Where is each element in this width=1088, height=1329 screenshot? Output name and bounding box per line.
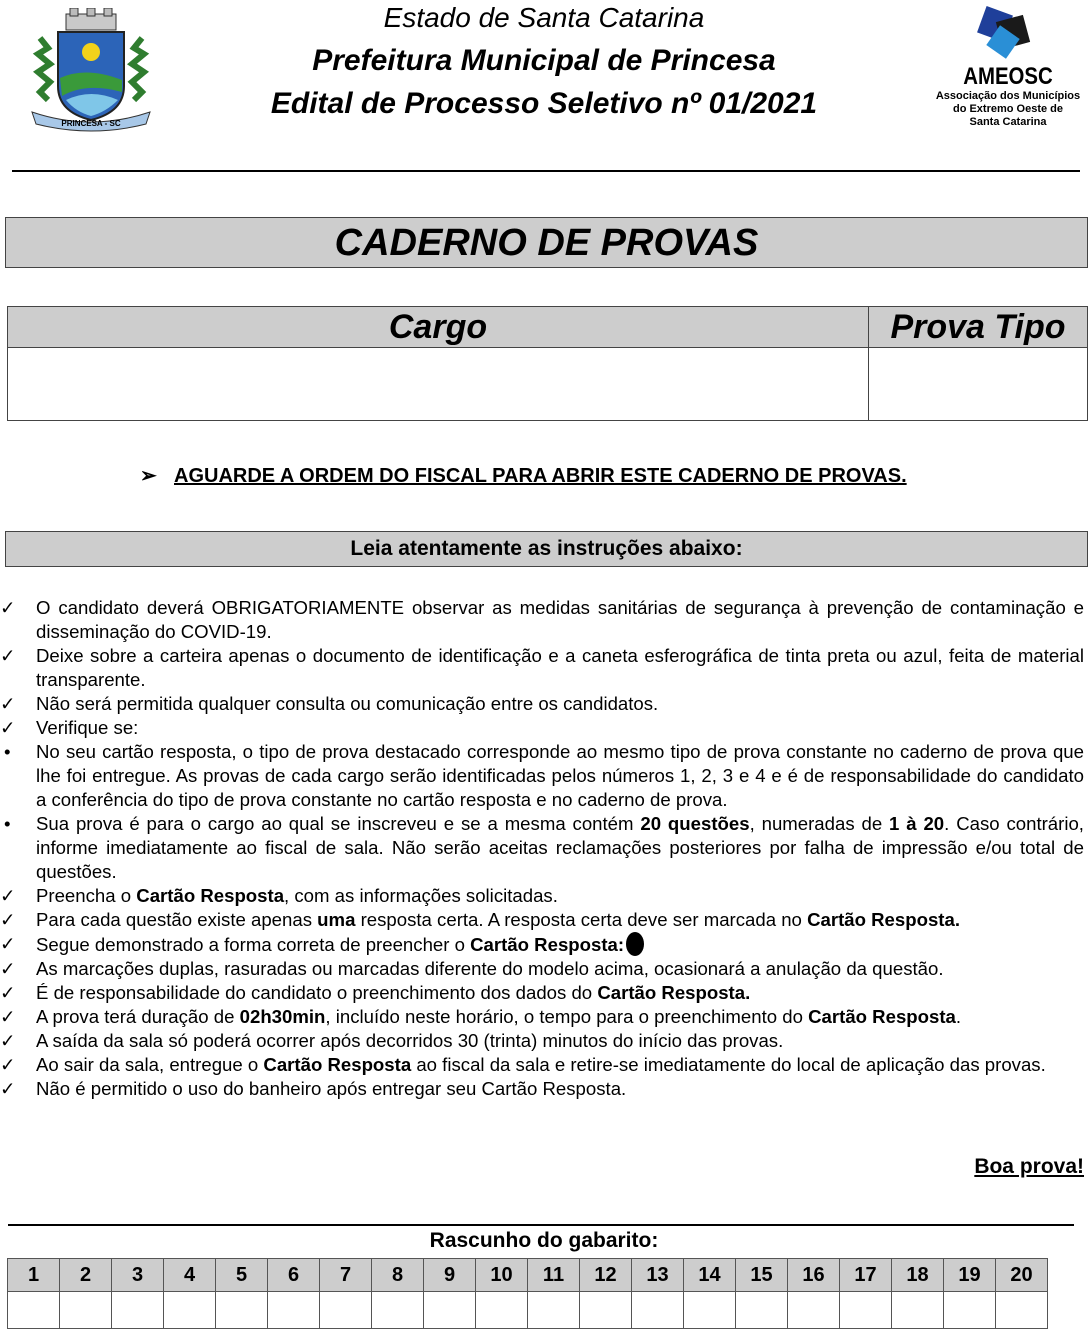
bullet-icon: • bbox=[4, 741, 11, 762]
answer-cell[interactable] bbox=[164, 1292, 216, 1329]
question-number: 19 bbox=[944, 1259, 996, 1292]
question-number: 4 bbox=[164, 1259, 216, 1292]
check-icon: ✓ bbox=[0, 982, 16, 1003]
answer-cell[interactable] bbox=[8, 1292, 60, 1329]
answer-cell[interactable] bbox=[580, 1292, 632, 1329]
answer-cell[interactable] bbox=[216, 1292, 268, 1329]
check-icon: ✓ bbox=[0, 597, 16, 618]
list-item: • No seu cartão resposta, o tipo de prova destacado corresponde ao mesmo tipo de prova constante no caderno de prova que lhe foi entregue. As provas de cada cargo serão identificadas pelos números 1, 2, 3 e 4 e é de responsabilidade do candidato a conferência do tipo de prova constante no cartão resposta e no caderno de prova. bbox=[4, 741, 1084, 810]
arrow-icon: ➢ bbox=[140, 465, 157, 487]
list-item: ✓ Não é permitido o uso do banheiro após entregar seu Cartão Resposta. bbox=[0, 1078, 627, 1099]
check-icon: ✓ bbox=[0, 909, 16, 930]
question-number: 13 bbox=[632, 1259, 684, 1292]
question-number: 16 bbox=[788, 1259, 840, 1292]
answer-cell[interactable] bbox=[60, 1292, 112, 1329]
list-item: ✓ Segue demonstrado a forma correta de preencher o Cartão Resposta: bbox=[0, 932, 1084, 957]
edital-heading: Edital de Processo Seletivo nº 01/2021 bbox=[270, 87, 818, 120]
list-item: ✓ Deixe sobre a carteira apenas o documento de identificação e a caneta esferográfica de tinta preta ou azul, feita de material transparente. bbox=[0, 645, 1084, 690]
instructions-header: Leia atentamente as instruções abaixo: bbox=[5, 531, 1088, 567]
check-icon: ✓ bbox=[0, 933, 16, 954]
list-item: ✓ É de responsabilidade do candidato o preenchimento dos dados do Cartão Resposta. bbox=[0, 982, 751, 1003]
list-item: ✓ Para cada questão existe apenas uma resposta certa. A resposta certa deve ser marcada no Cartão Resposta. bbox=[0, 909, 960, 930]
list-item: ✓ As marcações duplas, rasuradas ou marcadas diferente do modelo acima, ocasionará a anulação da questão. bbox=[0, 958, 944, 979]
svg-text:PRINCESA - SC: PRINCESA - SC bbox=[61, 119, 121, 128]
answer-cell[interactable] bbox=[424, 1292, 476, 1329]
list-item: ✓ Preencha o Cartão Resposta, com as informações solicitadas. bbox=[0, 885, 558, 906]
question-number: 3 bbox=[112, 1259, 164, 1292]
question-number: 11 bbox=[528, 1259, 580, 1292]
state-heading: Estado de Santa Catarina bbox=[383, 2, 705, 33]
answer-cell[interactable] bbox=[268, 1292, 320, 1329]
closing-text: Boa prova! bbox=[974, 1155, 1084, 1178]
ameosc-emblem-icon bbox=[973, 6, 1043, 64]
ameosc-subtitle-1: Associação dos Municípios bbox=[935, 90, 1081, 102]
prefecture-heading: Prefeitura Municipal de Princesa bbox=[312, 44, 776, 77]
cargo-value-cell[interactable] bbox=[8, 348, 869, 421]
question-number: 5 bbox=[216, 1259, 268, 1292]
answer-cell[interactable] bbox=[736, 1292, 788, 1329]
gabarito-title: Rascunho do gabarito: bbox=[429, 1229, 659, 1252]
list-item: ✓ O candidato deverá OBRIGATORIAMENTE observar as medidas sanitárias de segurança à prevenção de contaminação e disseminação do COVID-19. bbox=[0, 597, 1084, 642]
answer-cell[interactable] bbox=[892, 1292, 944, 1329]
question-number: 17 bbox=[840, 1259, 892, 1292]
answer-cell[interactable] bbox=[632, 1292, 684, 1329]
check-icon: ✓ bbox=[0, 1054, 16, 1075]
answer-cell[interactable] bbox=[528, 1292, 580, 1329]
question-number: 20 bbox=[996, 1259, 1048, 1292]
ameosc-name: AMEOSC bbox=[963, 63, 1053, 90]
answer-cell[interactable] bbox=[684, 1292, 736, 1329]
question-number: 18 bbox=[892, 1259, 944, 1292]
question-number: 7 bbox=[320, 1259, 372, 1292]
ameosc-subtitle-2: do Extremo Oeste de bbox=[952, 103, 1064, 115]
header-divider bbox=[12, 170, 1080, 172]
answer-cell[interactable] bbox=[996, 1292, 1048, 1329]
list-item: ✓ Ao sair da sala, entregue o Cartão Resposta ao fiscal da sala e retire-se imediatamente do local de aplicação das provas. bbox=[0, 1054, 1046, 1075]
bullet-icon: • bbox=[4, 813, 11, 834]
list-item: ✓ A saída da sala só poderá ocorrer após decorridos 30 (trinta) minutos do início das provas. bbox=[0, 1030, 784, 1051]
filled-bubble-icon bbox=[626, 932, 644, 956]
check-icon: ✓ bbox=[0, 717, 16, 738]
gabarito-grid bbox=[7, 1258, 1048, 1329]
prova-tipo-value-cell[interactable] bbox=[869, 348, 1088, 421]
ameosc-subtitle-3: Santa Catarina bbox=[969, 116, 1047, 128]
question-number: 8 bbox=[372, 1259, 424, 1292]
check-icon: ✓ bbox=[0, 885, 16, 906]
prova-tipo-column-header: Prova Tipo bbox=[869, 307, 1088, 348]
check-icon: ✓ bbox=[0, 693, 16, 714]
answer-cell[interactable] bbox=[112, 1292, 164, 1329]
list-item: ✓ Não será permitida qualquer consulta ou comunicação entre os candidatos. bbox=[0, 693, 659, 714]
wait-warning-text: AGUARDE A ORDEM DO FISCAL PARA ABRIR ESTE CADERNO DE PROVAS. bbox=[174, 465, 907, 487]
check-icon: ✓ bbox=[0, 645, 16, 666]
document-title: CADERNO DE PROVAS bbox=[5, 217, 1088, 268]
answer-cell[interactable] bbox=[476, 1292, 528, 1329]
question-number: 1 bbox=[8, 1259, 60, 1292]
cargo-table bbox=[7, 306, 1088, 421]
list-item: ✓ A prova terá duração de 02h30min, incluído neste horário, o tempo para o preenchimento do Cartão Resposta. bbox=[0, 1006, 962, 1027]
answer-cell[interactable] bbox=[320, 1292, 372, 1329]
gabarito-divider bbox=[8, 1224, 1074, 1226]
check-icon: ✓ bbox=[0, 958, 16, 979]
cargo-column-header: Cargo bbox=[8, 307, 869, 348]
ameosc-logo bbox=[930, 6, 1086, 140]
instructions-list bbox=[0, 596, 1084, 1101]
question-number: 6 bbox=[268, 1259, 320, 1292]
question-number: 14 bbox=[684, 1259, 736, 1292]
answer-cell[interactable] bbox=[372, 1292, 424, 1329]
answer-cell[interactable] bbox=[788, 1292, 840, 1329]
question-number: 15 bbox=[736, 1259, 788, 1292]
question-number: 12 bbox=[580, 1259, 632, 1292]
question-number: 9 bbox=[424, 1259, 476, 1292]
check-icon: ✓ bbox=[0, 1078, 16, 1099]
list-item: ✓ Verifique se: bbox=[0, 717, 139, 738]
question-number: 2 bbox=[60, 1259, 112, 1292]
answer-cell[interactable] bbox=[944, 1292, 996, 1329]
check-icon: ✓ bbox=[0, 1006, 16, 1027]
wait-warning bbox=[140, 463, 907, 488]
list-item: • Sua prova é para o cargo ao qual se inscreveu e se a mesma contém 20 questões, numeradas de 1 à 20. Caso contrário, informe imediatamente ao fiscal de sala. Não serão aceitas reclamações posteriores por falha de impressão e/ou total de questões. bbox=[4, 813, 1084, 882]
answer-cell[interactable] bbox=[840, 1292, 892, 1329]
check-icon: ✓ bbox=[0, 1030, 16, 1051]
question-number: 10 bbox=[476, 1259, 528, 1292]
